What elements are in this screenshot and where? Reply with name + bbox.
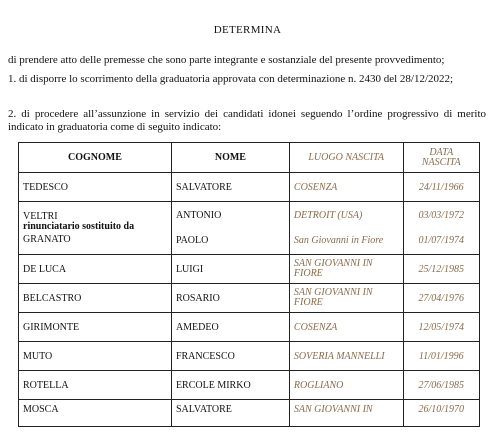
cell-data xyxy=(403,202,479,255)
cell-nome: LUIGI xyxy=(171,255,289,284)
cell-luogo xyxy=(289,284,403,313)
cell-luogo-primary: DETROIT (USA) xyxy=(293,209,363,221)
cell-nome-primary: ANTONIO xyxy=(175,209,222,221)
cell-cognome: MOSCA xyxy=(19,400,172,427)
cell-data: 12/05/1974 xyxy=(403,313,479,342)
cell-luogo-line2: FIORE xyxy=(293,268,323,279)
header-data-line1: DATA xyxy=(429,146,454,158)
candidates-table xyxy=(18,142,480,427)
header-luogo-nascita: LUOGO NASCITA xyxy=(289,143,403,173)
cell-data: 27/06/1985 xyxy=(403,371,479,400)
cell-luogo-secondary: San Giovanni in Fiore xyxy=(293,234,384,246)
paragraph-premesse: di prendere atto delle premesse che sono parte integrante e sostanziale del presente provvedimento; xyxy=(8,54,445,66)
cell-nome xyxy=(171,202,289,255)
cell-note: rinunciatario sostituito da xyxy=(23,220,135,232)
cell-data-primary: 03/03/1972 xyxy=(418,209,465,221)
cell-cognome: TEDESCO xyxy=(19,173,172,202)
cell-cognome: DE LUCA xyxy=(19,255,172,284)
paragraph-item-1: 1. di disporre lo scorrimento della graduatoria approvata con determinazione n. 2430 del 28/12/2022; xyxy=(8,73,454,85)
header-cognome: COGNOME xyxy=(19,143,172,173)
cell-luogo-line1: SAN GIOVANNI IN xyxy=(293,287,373,298)
table-row xyxy=(19,342,480,371)
cell-data: 26/10/1970 xyxy=(403,400,479,427)
cell-luogo: SOVERIA MANNELLI xyxy=(289,342,403,371)
cell-cognome: BELCASTRO xyxy=(19,284,172,313)
cell-nome: SALVATORE xyxy=(171,400,289,427)
cell-cognome-secondary: GRANATO xyxy=(23,233,71,245)
cell-luogo: COSENZA xyxy=(289,173,403,202)
table-row xyxy=(19,400,480,427)
cell-luogo: SAN GIOVANNI IN xyxy=(289,400,403,427)
table-row xyxy=(19,284,480,313)
cell-luogo: COSENZA xyxy=(289,313,403,342)
cell-cognome: MUTO xyxy=(19,342,172,371)
cell-data: 24/11/1966 xyxy=(403,173,479,202)
cell-nome: ERCOLE MIRKO xyxy=(171,371,289,400)
table-row xyxy=(19,371,480,400)
paragraph-item-2: 2. di procedere all’assunzione in servizio dei candidati idonei seguendo l’ordine progressivo di merito indicato in graduatoria come di seguito indicato: xyxy=(8,108,486,133)
cell-luogo: ROGLIANO xyxy=(289,371,403,400)
cell-luogo xyxy=(289,255,403,284)
header-nome: NOME xyxy=(171,143,289,173)
table-row xyxy=(19,202,480,255)
cell-data-secondary: 01/07/1974 xyxy=(418,234,465,246)
table-row xyxy=(19,313,480,342)
table-row xyxy=(19,173,480,202)
header-data-line2: NASCITA xyxy=(421,156,461,168)
cell-luogo-line1: SAN GIOVANNI IN xyxy=(293,258,373,269)
cell-nome: FRANCESCO xyxy=(171,342,289,371)
cell-data: 27/04/1976 xyxy=(403,284,479,313)
cell-nome: SALVATORE xyxy=(171,173,289,202)
table-header-row xyxy=(19,143,480,173)
cell-luogo xyxy=(289,202,403,255)
cell-cognome: ROTELLA xyxy=(19,371,172,400)
cell-data: 11/01/1996 xyxy=(403,342,479,371)
table-row xyxy=(19,255,480,284)
cell-nome: AMEDEO xyxy=(171,313,289,342)
cell-nome-secondary: PAOLO xyxy=(175,234,209,246)
cell-cognome: GIRIMONTE xyxy=(19,313,172,342)
cell-nome: ROSARIO xyxy=(171,284,289,313)
cell-data: 25/12/1985 xyxy=(403,255,479,284)
header-data-nascita xyxy=(403,143,479,173)
document-title: DETERMINA xyxy=(213,24,282,36)
cell-cognome xyxy=(19,202,172,255)
cell-luogo-line2: FIORE xyxy=(293,297,323,308)
cell-cognome-primary: VELTRI xyxy=(23,210,58,222)
